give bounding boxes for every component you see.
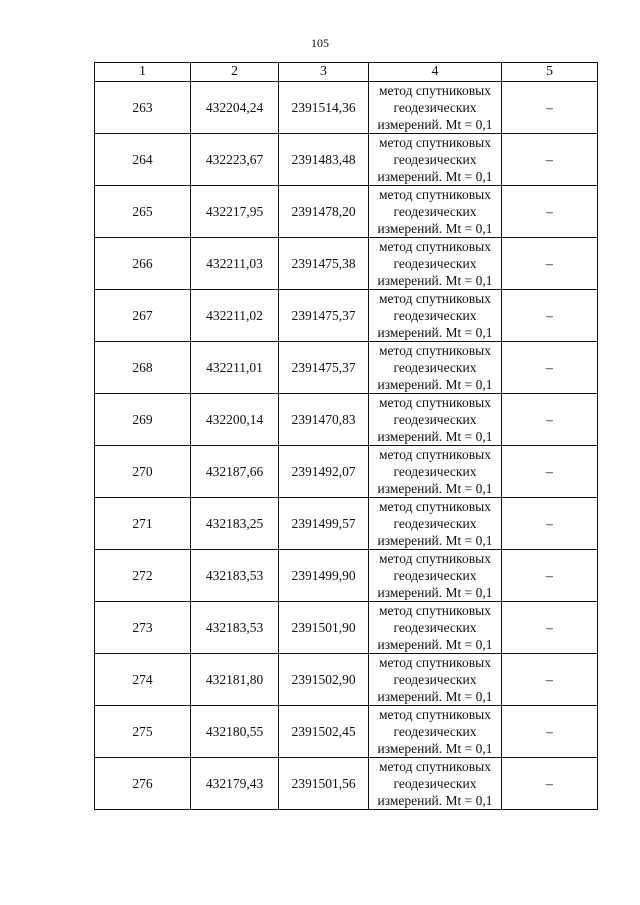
method-line: геодезических [393, 100, 477, 115]
method-line: геодезических [393, 568, 477, 583]
method-line: измерений. Mt = 0,1 [377, 585, 493, 600]
method-line: измерений. Mt = 0,1 [377, 377, 493, 392]
method-line: метод спутниковых [379, 135, 491, 150]
method-cell [369, 550, 502, 602]
coordinate-y: 2391502,45 [279, 706, 369, 758]
method-cell [369, 394, 502, 446]
point-number: 263 [95, 82, 191, 134]
coordinates-table [94, 62, 598, 810]
method-line: метод спутниковых [379, 343, 491, 358]
table-row [95, 706, 598, 758]
header-col-4: 4 [369, 63, 502, 82]
table-row [95, 498, 598, 550]
point-number: 265 [95, 186, 191, 238]
method-line: метод спутниковых [379, 707, 491, 722]
coordinate-y: 2391478,20 [279, 186, 369, 238]
method-line: измерений. Mt = 0,1 [377, 741, 493, 756]
method-line: измерений. Mt = 0,1 [377, 169, 493, 184]
point-number: 268 [95, 342, 191, 394]
method-line: измерений. Mt = 0,1 [377, 221, 493, 236]
coordinate-y: 2391492,07 [279, 446, 369, 498]
method-cell [369, 654, 502, 706]
method-line: метод спутниковых [379, 655, 491, 670]
method-line: геодезических [393, 360, 477, 375]
method-cell [369, 342, 502, 394]
note-cell: – [502, 342, 598, 394]
method-line: измерений. Mt = 0,1 [377, 793, 493, 808]
point-number: 264 [95, 134, 191, 186]
coordinate-x: 432217,95 [191, 186, 279, 238]
method-line: геодезических [393, 204, 477, 219]
coordinate-x: 432223,67 [191, 134, 279, 186]
table-row [95, 134, 598, 186]
coordinate-y: 2391501,90 [279, 602, 369, 654]
method-line: измерений. Mt = 0,1 [377, 273, 493, 288]
method-line: геодезических [393, 776, 477, 791]
table-row [95, 446, 598, 498]
method-line: метод спутниковых [379, 239, 491, 254]
note-cell: – [502, 238, 598, 290]
table-row [95, 394, 598, 446]
method-line: измерений. Mt = 0,1 [377, 689, 493, 704]
note-cell: – [502, 550, 598, 602]
coordinate-y: 2391470,83 [279, 394, 369, 446]
method-line: геодезических [393, 412, 477, 427]
note-cell: – [502, 654, 598, 706]
table-header [95, 63, 598, 82]
method-cell [369, 446, 502, 498]
table-row [95, 342, 598, 394]
note-cell: – [502, 82, 598, 134]
coordinate-x: 432200,14 [191, 394, 279, 446]
coordinate-x: 432183,53 [191, 550, 279, 602]
point-number: 272 [95, 550, 191, 602]
note-cell: – [502, 134, 598, 186]
coordinate-y: 2391514,36 [279, 82, 369, 134]
method-cell [369, 82, 502, 134]
method-cell [369, 758, 502, 810]
note-cell: – [502, 706, 598, 758]
coordinate-y: 2391475,37 [279, 342, 369, 394]
coordinate-y: 2391502,90 [279, 654, 369, 706]
coordinate-x: 432211,02 [191, 290, 279, 342]
table-row [95, 654, 598, 706]
method-cell [369, 290, 502, 342]
header-col-2: 2 [191, 63, 279, 82]
point-number: 267 [95, 290, 191, 342]
coordinate-y: 2391499,57 [279, 498, 369, 550]
method-cell [369, 498, 502, 550]
method-line: геодезических [393, 308, 477, 323]
point-number: 270 [95, 446, 191, 498]
method-line: метод спутниковых [379, 759, 491, 774]
point-number: 271 [95, 498, 191, 550]
coordinate-y: 2391483,48 [279, 134, 369, 186]
point-number: 275 [95, 706, 191, 758]
coordinate-x: 432211,03 [191, 238, 279, 290]
method-line: метод спутниковых [379, 499, 491, 514]
page-number: 105 [311, 36, 329, 50]
method-cell [369, 186, 502, 238]
method-line: геодезических [393, 620, 477, 635]
method-line: измерений. Mt = 0,1 [377, 117, 493, 132]
note-cell: – [502, 498, 598, 550]
table-row [95, 758, 598, 810]
table-row [95, 550, 598, 602]
method-line: метод спутниковых [379, 395, 491, 410]
point-number: 269 [95, 394, 191, 446]
note-cell: – [502, 186, 598, 238]
method-line: измерений. Mt = 0,1 [377, 533, 493, 548]
note-cell: – [502, 446, 598, 498]
note-cell: – [502, 758, 598, 810]
table-row [95, 290, 598, 342]
coordinate-x: 432183,53 [191, 602, 279, 654]
coordinate-y: 2391499,90 [279, 550, 369, 602]
method-line: геодезических [393, 516, 477, 531]
method-line: геодезических [393, 256, 477, 271]
note-cell: – [502, 394, 598, 446]
method-cell [369, 134, 502, 186]
point-number: 274 [95, 654, 191, 706]
table-row [95, 82, 598, 134]
method-line: измерений. Mt = 0,1 [377, 325, 493, 340]
method-cell [369, 238, 502, 290]
table-body [95, 82, 598, 810]
coordinate-x: 432204,24 [191, 82, 279, 134]
method-line: измерений. Mt = 0,1 [377, 429, 493, 444]
header-col-1: 1 [95, 63, 191, 82]
method-line: метод спутниковых [379, 551, 491, 566]
coordinate-y: 2391501,56 [279, 758, 369, 810]
coordinate-x: 432181,80 [191, 654, 279, 706]
table-row [95, 602, 598, 654]
coordinate-x: 432183,25 [191, 498, 279, 550]
note-cell: – [502, 290, 598, 342]
point-number: 266 [95, 238, 191, 290]
header-col-5: 5 [502, 63, 598, 82]
coordinate-y: 2391475,38 [279, 238, 369, 290]
note-cell: – [502, 602, 598, 654]
coordinate-x: 432180,55 [191, 706, 279, 758]
method-line: геодезических [393, 152, 477, 167]
method-line: метод спутниковых [379, 187, 491, 202]
header-row [95, 63, 598, 82]
method-line: метод спутниковых [379, 291, 491, 306]
method-line: геодезических [393, 724, 477, 739]
point-number: 276 [95, 758, 191, 810]
method-line: метод спутниковых [379, 83, 491, 98]
point-number: 273 [95, 602, 191, 654]
coordinate-x: 432179,43 [191, 758, 279, 810]
method-line: метод спутниковых [379, 447, 491, 462]
table-row [95, 238, 598, 290]
method-line: метод спутниковых [379, 603, 491, 618]
method-line: геодезических [393, 672, 477, 687]
coordinate-x: 432187,66 [191, 446, 279, 498]
coordinate-y: 2391475,37 [279, 290, 369, 342]
method-cell [369, 602, 502, 654]
method-line: геодезических [393, 464, 477, 479]
method-cell [369, 706, 502, 758]
header-col-3: 3 [279, 63, 369, 82]
coordinate-x: 432211,01 [191, 342, 279, 394]
table-row [95, 186, 598, 238]
method-line: измерений. Mt = 0,1 [377, 637, 493, 652]
method-line: измерений. Mt = 0,1 [377, 481, 493, 496]
